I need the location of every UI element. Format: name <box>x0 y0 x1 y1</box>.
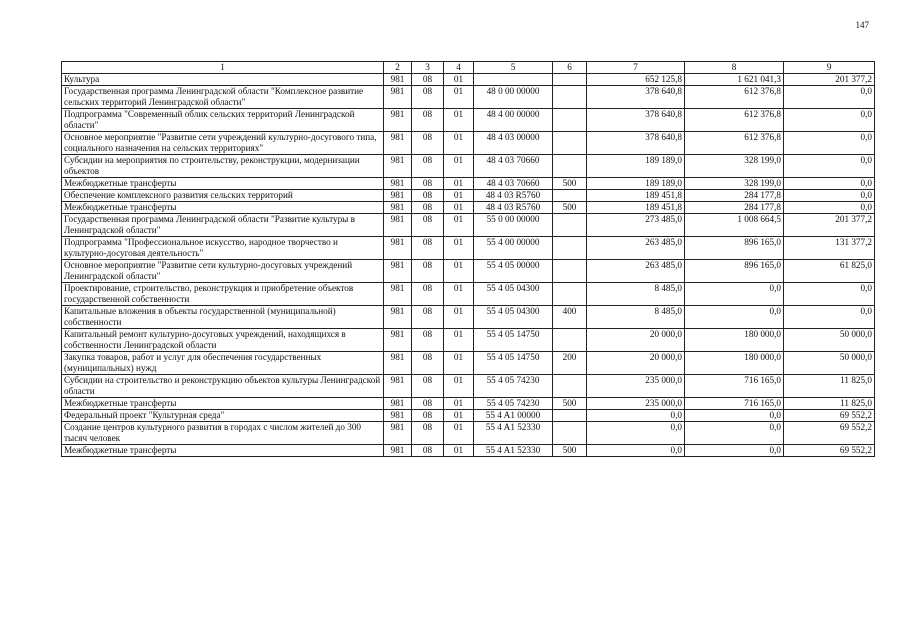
admin-code-cell: 981 <box>384 86 412 109</box>
row-name-cell: Государственная программа Ленинградской области "Комплексное развитие сельских территорий Ленинградской области" <box>62 86 384 109</box>
expense-type-cell <box>553 214 587 237</box>
amount-col8-cell: 612 376,8 <box>685 132 784 155</box>
expense-type-cell: 500 <box>553 445 587 457</box>
amount-col8-cell: 0,0 <box>685 283 784 306</box>
table-header-row <box>62 62 875 74</box>
subsection-cell: 01 <box>444 410 474 422</box>
target-article-cell: 55 4 05 04300 <box>474 283 553 306</box>
amount-col9-cell: 50 000,0 <box>784 329 875 352</box>
row-name-cell: Подпрограмма "Современный облик сельских территорий Ленинградской области" <box>62 109 384 132</box>
amount-col8-cell: 612 376,8 <box>685 86 784 109</box>
target-article-cell: 48 0 00 00000 <box>474 86 553 109</box>
table-row <box>62 352 875 375</box>
expense-type-cell <box>553 329 587 352</box>
table-row <box>62 132 875 155</box>
section-cell: 08 <box>412 375 444 398</box>
admin-code-cell: 981 <box>384 398 412 410</box>
section-cell: 08 <box>412 214 444 237</box>
section-cell: 08 <box>412 260 444 283</box>
section-cell: 08 <box>412 155 444 178</box>
amount-col7-cell: 235 000,0 <box>587 375 685 398</box>
section-cell: 08 <box>412 132 444 155</box>
target-article-cell: 55 4 05 74230 <box>474 375 553 398</box>
subsection-cell: 01 <box>444 74 474 86</box>
expense-type-cell: 500 <box>553 398 587 410</box>
table-row <box>62 375 875 398</box>
section-cell: 08 <box>412 109 444 132</box>
target-article-cell: 55 0 00 00000 <box>474 214 553 237</box>
amount-col9-cell: 11 825,0 <box>784 375 875 398</box>
section-cell: 08 <box>412 202 444 214</box>
section-cell: 08 <box>412 410 444 422</box>
expense-type-cell <box>553 86 587 109</box>
section-cell: 08 <box>412 352 444 375</box>
subsection-cell: 01 <box>444 329 474 352</box>
subsection-cell: 01 <box>444 190 474 202</box>
amount-col9-cell: 0,0 <box>784 109 875 132</box>
table-row <box>62 260 875 283</box>
admin-code-cell: 981 <box>384 132 412 155</box>
target-article-cell: 55 4 05 04300 <box>474 306 553 329</box>
subsection-cell: 01 <box>444 132 474 155</box>
subsection-cell: 01 <box>444 202 474 214</box>
target-article-cell: 55 4 A1 00000 <box>474 410 553 422</box>
table-row <box>62 410 875 422</box>
target-article-cell: 55 4 00 00000 <box>474 237 553 260</box>
amount-col8-cell: 0,0 <box>685 306 784 329</box>
row-name-cell: Субсидии на мероприятия по строительству, реконструкции, модернизации объектов <box>62 155 384 178</box>
amount-col7-cell: 652 125,8 <box>587 74 685 86</box>
expense-type-cell <box>553 422 587 445</box>
row-name-cell: Закупка товаров, работ и услуг для обеспечения государственных (муниципальных) нужд <box>62 352 384 375</box>
table-row <box>62 329 875 352</box>
section-cell: 08 <box>412 190 444 202</box>
amount-col8-cell: 896 165,0 <box>685 237 784 260</box>
amount-col8-cell: 716 165,0 <box>685 398 784 410</box>
expense-type-cell: 400 <box>553 306 587 329</box>
amount-col7-cell: 0,0 <box>587 422 685 445</box>
section-cell: 08 <box>412 398 444 410</box>
amount-col7-cell: 378 640,8 <box>587 86 685 109</box>
amount-col7-cell: 189 451,8 <box>587 190 685 202</box>
amount-col9-cell: 0,0 <box>784 190 875 202</box>
amount-col7-cell: 20 000,0 <box>587 329 685 352</box>
amount-col8-cell: 0,0 <box>685 445 784 457</box>
expense-type-cell <box>553 109 587 132</box>
table-row <box>62 155 875 178</box>
row-name-cell: Обеспечение комплексного развития сельских территорий <box>62 190 384 202</box>
amount-col9-cell: 0,0 <box>784 283 875 306</box>
amount-col9-cell: 50 000,0 <box>784 352 875 375</box>
row-name-cell: Капитальные вложения в объекты государственной (муниципальной) собственности <box>62 306 384 329</box>
admin-code-cell: 981 <box>384 190 412 202</box>
table-row <box>62 214 875 237</box>
amount-col9-cell: 11 825,0 <box>784 398 875 410</box>
amount-col8-cell: 284 177,8 <box>685 190 784 202</box>
row-name-cell: Межбюджетные трансферты <box>62 398 384 410</box>
header-cell: 1 <box>62 62 384 74</box>
amount-col8-cell: 716 165,0 <box>685 375 784 398</box>
row-name-cell: Федеральный проект "Культурная среда" <box>62 410 384 422</box>
admin-code-cell: 981 <box>384 306 412 329</box>
target-article-cell: 55 4 A1 52330 <box>474 422 553 445</box>
target-article-cell: 55 4 05 14750 <box>474 352 553 375</box>
amount-col8-cell: 1 008 664,5 <box>685 214 784 237</box>
amount-col7-cell: 20 000,0 <box>587 352 685 375</box>
target-article-cell: 48 4 03 R5760 <box>474 190 553 202</box>
admin-code-cell: 981 <box>384 237 412 260</box>
row-name-cell: Подпрограмма "Профессиональное искусство, народное творчество и культурно-досуговая деятельность" <box>62 237 384 260</box>
subsection-cell: 01 <box>444 398 474 410</box>
amount-col9-cell: 0,0 <box>784 86 875 109</box>
header-cell: 5 <box>474 62 553 74</box>
amount-col7-cell: 8 485,0 <box>587 306 685 329</box>
amount-col9-cell: 0,0 <box>784 306 875 329</box>
header-cell: 6 <box>553 62 587 74</box>
admin-code-cell: 981 <box>384 260 412 283</box>
admin-code-cell: 981 <box>384 74 412 86</box>
amount-col9-cell: 0,0 <box>784 132 875 155</box>
subsection-cell: 01 <box>444 109 474 132</box>
subsection-cell: 01 <box>444 422 474 445</box>
amount-col7-cell: 235 000,0 <box>587 398 685 410</box>
amount-col9-cell: 201 377,2 <box>784 214 875 237</box>
expense-type-cell <box>553 155 587 178</box>
admin-code-cell: 981 <box>384 109 412 132</box>
subsection-cell: 01 <box>444 86 474 109</box>
section-cell: 08 <box>412 283 444 306</box>
subsection-cell: 01 <box>444 155 474 178</box>
row-name-cell: Проектирование, строительство, реконструкция и приобретение объектов государственной собственности <box>62 283 384 306</box>
row-name-cell: Государственная программа Ленинградской области "Развитие культуры в Ленинградской области" <box>62 214 384 237</box>
row-name-cell: Межбюджетные трансферты <box>62 445 384 457</box>
table-row <box>62 422 875 445</box>
admin-code-cell: 981 <box>384 329 412 352</box>
expense-type-cell: 200 <box>553 352 587 375</box>
amount-col7-cell: 263 485,0 <box>587 237 685 260</box>
expense-type-cell <box>553 132 587 155</box>
target-article-cell: 48 4 03 R5760 <box>474 202 553 214</box>
amount-col7-cell: 189 451,8 <box>587 202 685 214</box>
expense-type-cell <box>553 190 587 202</box>
target-article-cell: 55 4 A1 52330 <box>474 445 553 457</box>
subsection-cell: 01 <box>444 260 474 283</box>
header-cell: 4 <box>444 62 474 74</box>
admin-code-cell: 981 <box>384 178 412 190</box>
row-name-cell: Межбюджетные трансферты <box>62 178 384 190</box>
section-cell: 08 <box>412 329 444 352</box>
expense-type-cell <box>553 283 587 306</box>
table-body <box>62 74 875 457</box>
section-cell: 08 <box>412 237 444 260</box>
target-article-cell: 55 4 05 00000 <box>474 260 553 283</box>
amount-col8-cell: 0,0 <box>685 410 784 422</box>
section-cell: 08 <box>412 422 444 445</box>
section-cell: 08 <box>412 178 444 190</box>
target-article-cell: 48 4 00 00000 <box>474 109 553 132</box>
table-row <box>62 445 875 457</box>
budget-table <box>61 61 875 457</box>
section-cell: 08 <box>412 74 444 86</box>
amount-col7-cell: 0,0 <box>587 410 685 422</box>
subsection-cell: 01 <box>444 178 474 190</box>
amount-col7-cell: 189 189,0 <box>587 155 685 178</box>
table-row <box>62 178 875 190</box>
table-row <box>62 237 875 260</box>
row-name-cell: Капитальный ремонт культурно-досуговых учреждений, находящихся в собственности Ленинградской области <box>62 329 384 352</box>
amount-col9-cell: 0,0 <box>784 155 875 178</box>
expense-type-cell <box>553 375 587 398</box>
row-name-cell: Культура <box>62 74 384 86</box>
table-row <box>62 74 875 86</box>
expense-type-cell <box>553 237 587 260</box>
subsection-cell: 01 <box>444 352 474 375</box>
header-cell: 7 <box>587 62 685 74</box>
target-article-cell: 55 4 05 14750 <box>474 329 553 352</box>
amount-col7-cell: 189 189,0 <box>587 178 685 190</box>
target-article-cell: 48 4 03 70660 <box>474 178 553 190</box>
subsection-cell: 01 <box>444 214 474 237</box>
amount-col7-cell: 8 485,0 <box>587 283 685 306</box>
table-row <box>62 190 875 202</box>
subsection-cell: 01 <box>444 445 474 457</box>
admin-code-cell: 981 <box>384 375 412 398</box>
amount-col8-cell: 328 199,0 <box>685 155 784 178</box>
header-cell: 9 <box>784 62 875 74</box>
admin-code-cell: 981 <box>384 352 412 375</box>
amount-col9-cell: 69 552,2 <box>784 422 875 445</box>
amount-col7-cell: 378 640,8 <box>587 109 685 132</box>
table-row <box>62 86 875 109</box>
amount-col9-cell: 0,0 <box>784 178 875 190</box>
admin-code-cell: 981 <box>384 422 412 445</box>
expense-type-cell <box>553 74 587 86</box>
table-row <box>62 283 875 306</box>
expense-type-cell: 500 <box>553 178 587 190</box>
expense-type-cell <box>553 260 587 283</box>
row-name-cell: Субсидии на строительство и реконструкцию объектов культуры Ленинградской области <box>62 375 384 398</box>
amount-col9-cell: 131 377,2 <box>784 237 875 260</box>
amount-col9-cell: 69 552,2 <box>784 410 875 422</box>
section-cell: 08 <box>412 445 444 457</box>
header-cell: 8 <box>685 62 784 74</box>
row-name-cell: Создание центров культурного развития в городах с числом жителей до 300 тысяч человек <box>62 422 384 445</box>
admin-code-cell: 981 <box>384 214 412 237</box>
expense-type-cell: 500 <box>553 202 587 214</box>
amount-col8-cell: 180 000,0 <box>685 329 784 352</box>
amount-col7-cell: 0,0 <box>587 445 685 457</box>
amount-col8-cell: 0,0 <box>685 422 784 445</box>
section-cell: 08 <box>412 306 444 329</box>
amount-col8-cell: 328 199,0 <box>685 178 784 190</box>
amount-col8-cell: 896 165,0 <box>685 260 784 283</box>
row-name-cell: Основное мероприятие "Развитие сети культурно-досуговых учреждений Ленинградской области" <box>62 260 384 283</box>
amount-col9-cell: 69 552,2 <box>784 445 875 457</box>
admin-code-cell: 981 <box>384 155 412 178</box>
page-number: 147 <box>855 20 869 30</box>
amount-col7-cell: 263 485,0 <box>587 260 685 283</box>
amount-col8-cell: 284 177,8 <box>685 202 784 214</box>
table-row <box>62 306 875 329</box>
amount-col7-cell: 273 485,0 <box>587 214 685 237</box>
target-article-cell <box>474 74 553 86</box>
admin-code-cell: 981 <box>384 410 412 422</box>
target-article-cell: 55 4 05 74230 <box>474 398 553 410</box>
header-cell: 2 <box>384 62 412 74</box>
amount-col9-cell: 0,0 <box>784 202 875 214</box>
table-row <box>62 109 875 132</box>
admin-code-cell: 981 <box>384 445 412 457</box>
row-name-cell: Основное мероприятие "Развитие сети учреждений культурно-досугового типа, социального назначения на сельских территориях" <box>62 132 384 155</box>
table-row <box>62 202 875 214</box>
amount-col7-cell: 378 640,8 <box>587 132 685 155</box>
target-article-cell: 48 4 03 00000 <box>474 132 553 155</box>
subsection-cell: 01 <box>444 306 474 329</box>
subsection-cell: 01 <box>444 375 474 398</box>
amount-col8-cell: 612 376,8 <box>685 109 784 132</box>
header-cell: 3 <box>412 62 444 74</box>
amount-col9-cell: 61 825,0 <box>784 260 875 283</box>
subsection-cell: 01 <box>444 283 474 306</box>
table-row <box>62 398 875 410</box>
amount-col9-cell: 201 377,2 <box>784 74 875 86</box>
section-cell: 08 <box>412 86 444 109</box>
subsection-cell: 01 <box>444 237 474 260</box>
row-name-cell: Межбюджетные трансферты <box>62 202 384 214</box>
amount-col8-cell: 1 621 041,3 <box>685 74 784 86</box>
admin-code-cell: 981 <box>384 202 412 214</box>
amount-col8-cell: 180 000,0 <box>685 352 784 375</box>
target-article-cell: 48 4 03 70660 <box>474 155 553 178</box>
expense-type-cell <box>553 410 587 422</box>
admin-code-cell: 981 <box>384 283 412 306</box>
